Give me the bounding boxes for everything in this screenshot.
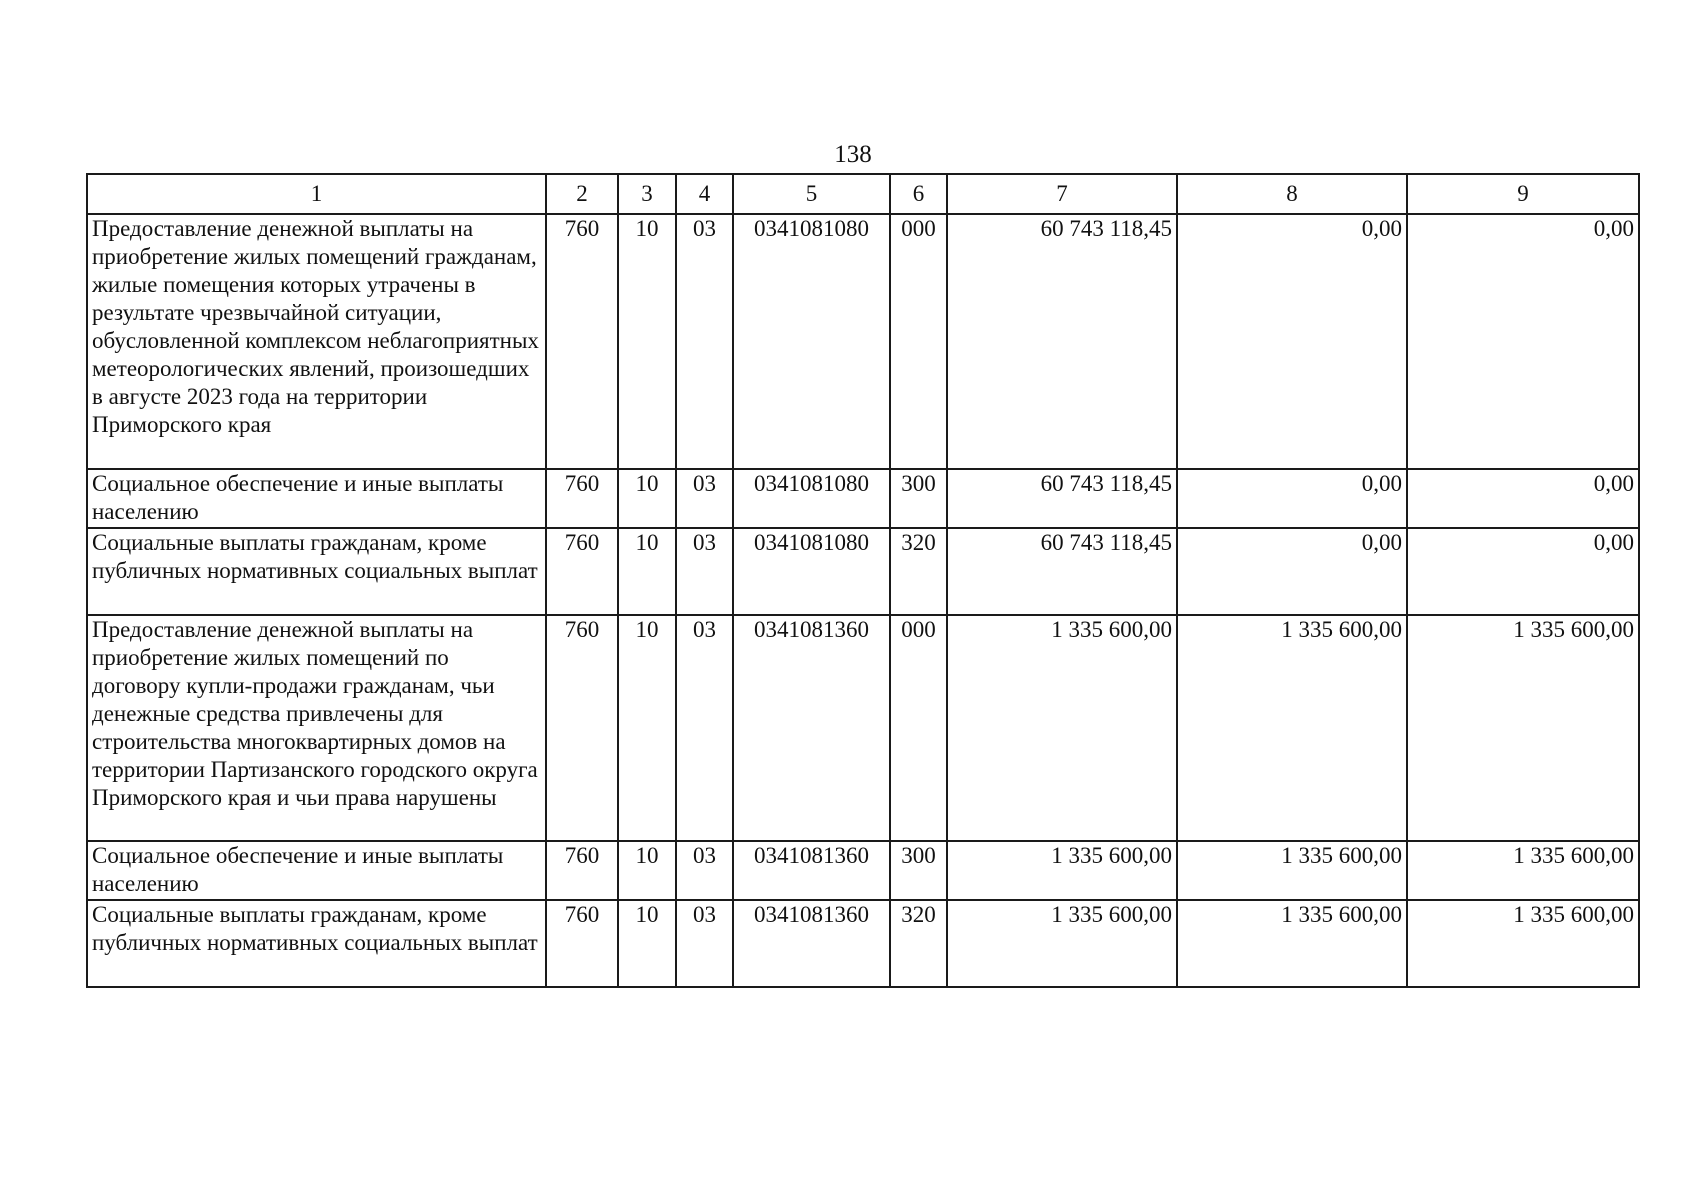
row-col7: 60 743 118,45 [947,469,1177,528]
row-col5: 0341081360 [733,615,890,841]
row-col7: 60 743 118,45 [947,528,1177,615]
table-row [87,841,1639,900]
row-col9: 0,00 [1407,528,1639,615]
row-col3: 10 [618,841,676,900]
header-col-5: 5 [733,174,890,214]
row-col6: 000 [890,615,947,841]
row-col6: 320 [890,528,947,615]
row-col7: 1 335 600,00 [947,900,1177,987]
row-name: Социальные выплаты гражданам, кроме публичных нормативных социальных выплат [87,528,546,615]
row-col5: 0341081360 [733,841,890,900]
row-name: Предоставление денежной выплаты на приобретение жилых помещений гражданам, жилые помещения которых утрачены в результате чрезвычайной ситуации, обусловленной комплексом неблагоприятных метеорологических явлений, произошедших в августе 2023 года на территории Приморского края [87,214,546,469]
row-col7: 1 335 600,00 [947,615,1177,841]
row-col6: 300 [890,841,947,900]
row-col3: 10 [618,469,676,528]
row-col4: 03 [676,841,733,900]
row-col5: 0341081080 [733,528,890,615]
row-col6: 320 [890,900,947,987]
header-col-6: 6 [890,174,947,214]
row-col9: 0,00 [1407,469,1639,528]
row-col4: 03 [676,900,733,987]
row-col8: 1 335 600,00 [1177,615,1407,841]
row-col4: 03 [676,469,733,528]
row-col3: 10 [618,528,676,615]
row-col9: 1 335 600,00 [1407,900,1639,987]
header-col-3: 3 [618,174,676,214]
budget-table [86,173,1640,988]
row-col5: 0341081360 [733,900,890,987]
row-name: Социальное обеспечение и иные выплаты населению [87,469,546,528]
row-col9: 1 335 600,00 [1407,615,1639,841]
row-col3: 10 [618,900,676,987]
table-row [87,528,1639,615]
table-row [87,214,1639,469]
row-col2: 760 [546,615,618,841]
row-col6: 000 [890,214,947,469]
row-col7: 1 335 600,00 [947,841,1177,900]
row-col8: 0,00 [1177,469,1407,528]
header-col-2: 2 [546,174,618,214]
header-col-7: 7 [947,174,1177,214]
row-col4: 03 [676,615,733,841]
row-name: Социальные выплаты гражданам, кроме публичных нормативных социальных выплат [87,900,546,987]
row-col4: 03 [676,528,733,615]
header-col-8: 8 [1177,174,1407,214]
header-col-9: 9 [1407,174,1639,214]
row-col6: 300 [890,469,947,528]
header-row [87,174,1639,214]
row-col3: 10 [618,214,676,469]
row-col5: 0341081080 [733,214,890,469]
table-row [87,615,1639,841]
row-col9: 1 335 600,00 [1407,841,1639,900]
row-col5: 0341081080 [733,469,890,528]
row-col9: 0,00 [1407,214,1639,469]
row-col8: 1 335 600,00 [1177,841,1407,900]
row-col2: 760 [546,528,618,615]
row-col2: 760 [546,214,618,469]
row-col4: 03 [676,214,733,469]
row-col2: 760 [546,469,618,528]
row-col3: 10 [618,615,676,841]
row-col7: 60 743 118,45 [947,214,1177,469]
header-col-1: 1 [87,174,546,214]
header-col-4: 4 [676,174,733,214]
row-col8: 1 335 600,00 [1177,900,1407,987]
row-col2: 760 [546,841,618,900]
row-col8: 0,00 [1177,528,1407,615]
table-row [87,469,1639,528]
row-col8: 0,00 [1177,214,1407,469]
table-row [87,900,1639,987]
page-number: 138 [834,141,872,168]
row-name: Социальное обеспечение и иные выплаты населению [87,841,546,900]
row-name: Предоставление денежной выплаты на приобретение жилых помещений по договору купли-продажи гражданам, чьи денежные средства привлечены для строительства многоквартирных домов на территории Партизанского городского округа Приморского края и чьи права нарушены [87,615,546,841]
row-col2: 760 [546,900,618,987]
